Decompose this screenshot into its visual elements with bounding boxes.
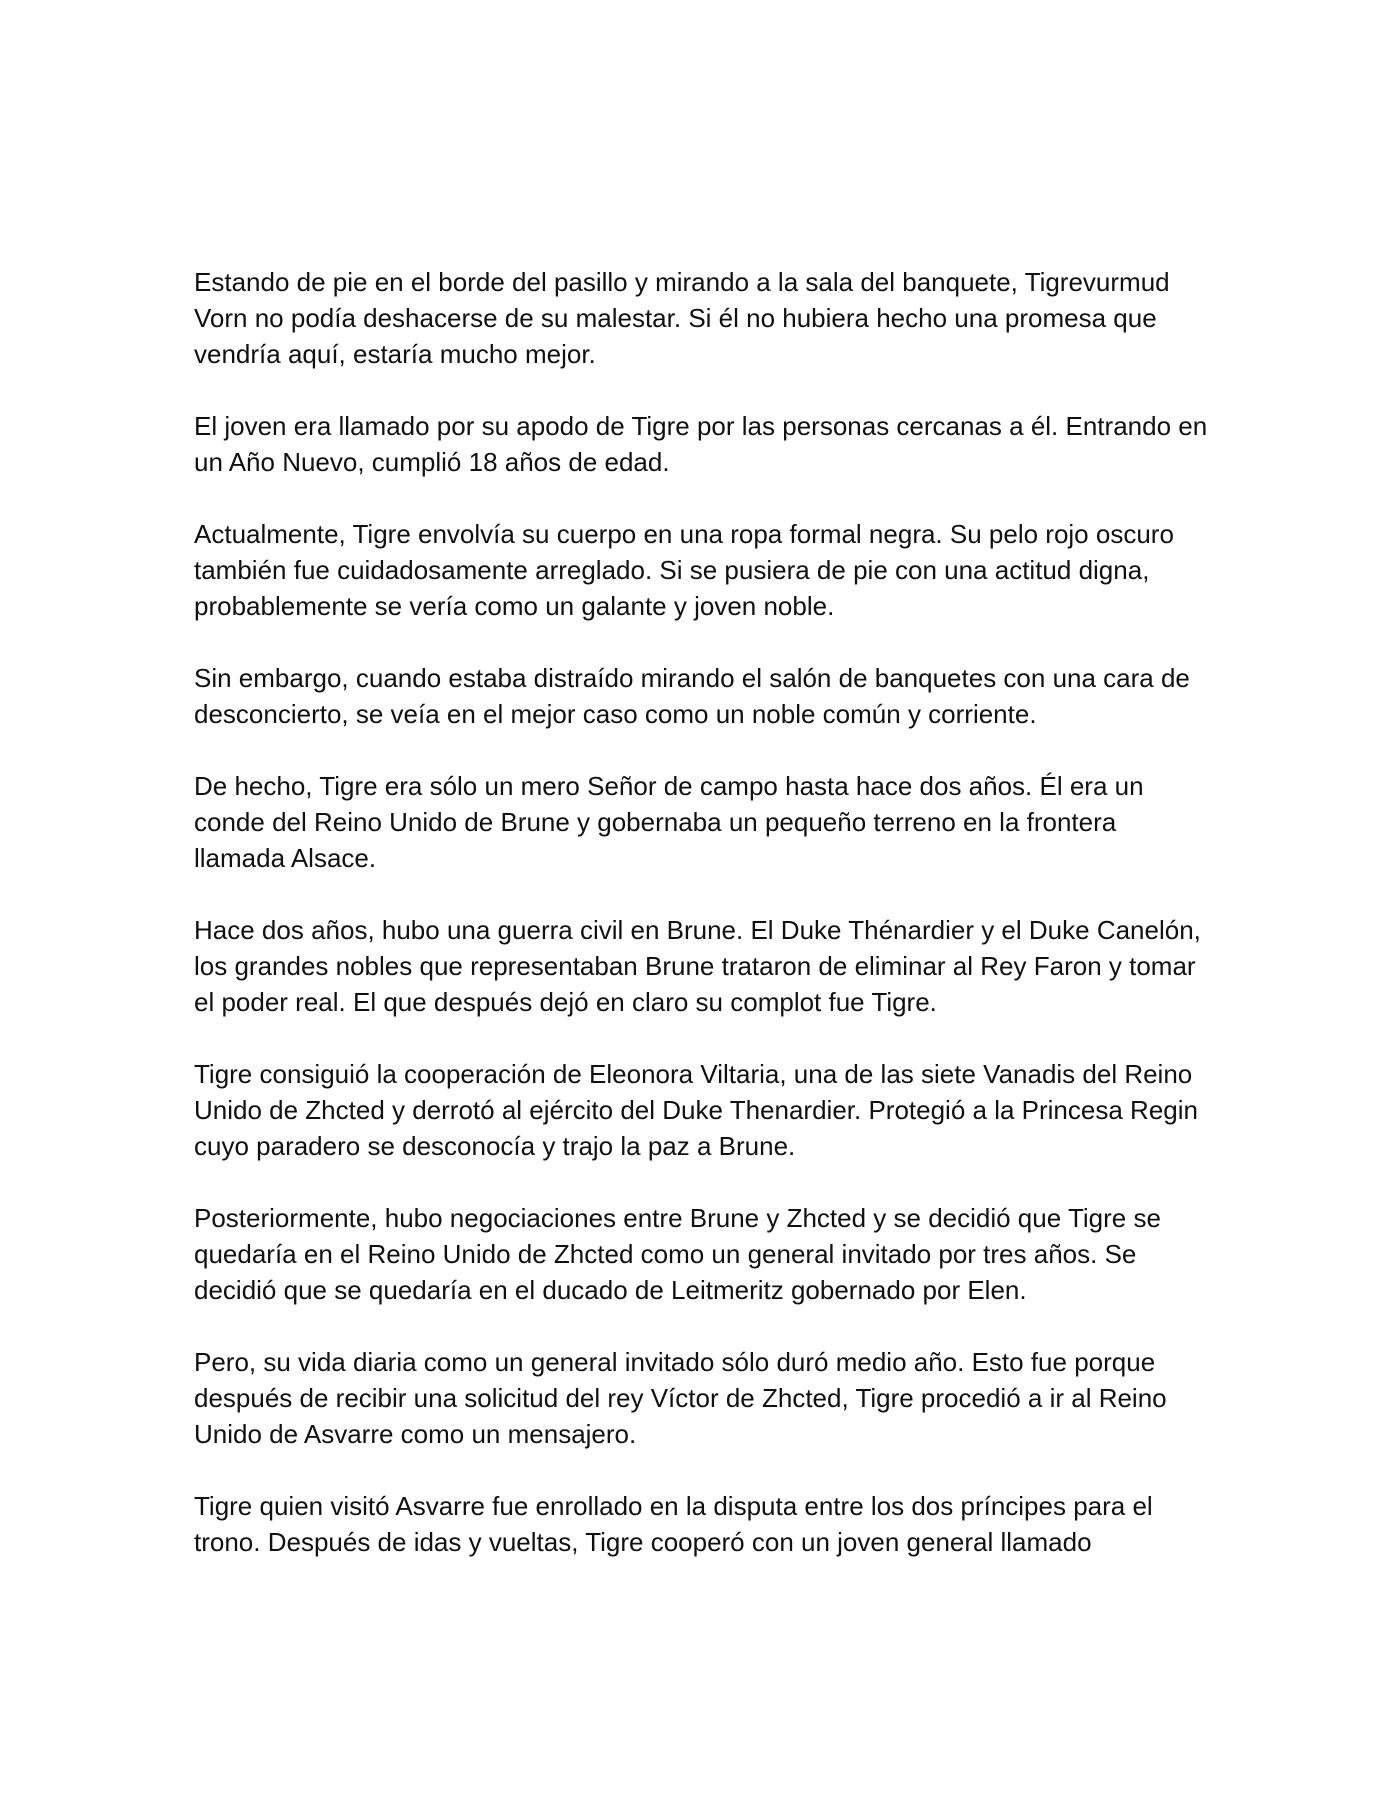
document-body — [194, 264, 1214, 1596]
paragraph-2: El joven era llamado por su apodo de Tigre por las personas cercanas a él. Entrando en un Año Nuevo, cumplió 18 años de edad. — [194, 411, 1208, 477]
paragraph-3: Actualmente, Tigre envolvía su cuerpo en una ropa formal negra. Su pelo rojo oscuro también fue cuidadosamente arreglado. Si se pusiera de pie con una actitud digna, probablemente se vería como un galante y joven noble. — [194, 519, 1174, 621]
paragraph-6: Hace dos años, hubo una guerra civil en Brune. El Duke Thénardier y el Duke Canelón, los grandes nobles que representaban Brune trataron de eliminar al Rey Faron y tomar el poder real. El que después dejó en claro su complot fue Tigre. — [194, 915, 1201, 1017]
paragraph-1: Estando de pie en el borde del pasillo y mirando a la sala del banquete, Tigrevurmud Vorn no podía deshacerse de su malestar. Si él no hubiera hecho una promesa que vendría aquí, estaría mucho mejor. — [194, 267, 1170, 369]
paragraph-10: Tigre quien visitó Asvarre fue enrollado en la disputa entre los dos príncipes para el trono. Después de idas y vueltas, Tigre cooperó con un joven general llamado — [194, 1491, 1153, 1557]
paragraph-4: Sin embargo, cuando estaba distraído mirando el salón de banquetes con una cara de desconcierto, se veía en el mejor caso como un noble común y corriente. — [194, 663, 1190, 729]
paragraph-5: De hecho, Tigre era sólo un mero Señor de campo hasta hace dos años. Él era un conde del Reino Unido de Brune y gobernaba un pequeño terreno en la frontera llamada Alsace. — [194, 771, 1144, 873]
paragraph-8: Posteriormente, hubo negociaciones entre Brune y Zhcted y se decidió que Tigre se quedaría en el Reino Unido de Zhcted como un general invitado por tres años. Se decidió que se quedaría en el ducado de Leitmeritz gobernado por Elen. — [194, 1203, 1161, 1305]
paragraph-9: Pero, su vida diaria como un general invitado sólo duró medio año. Esto fue porque después de recibir una solicitud del rey Víctor de Zhcted, Tigre procedió a ir al Reino Unido de Asvarre como un mensajero. — [194, 1347, 1167, 1449]
paragraph-7: Tigre consiguió la cooperación de Eleonora Viltaria, una de las siete Vanadis del Reino Unido de Zhcted y derrotó al ejército del Duke Thenardier. Protegió a la Princesa Regin cuyo paradero se desconocía y trajo la paz a Brune. — [194, 1059, 1198, 1161]
